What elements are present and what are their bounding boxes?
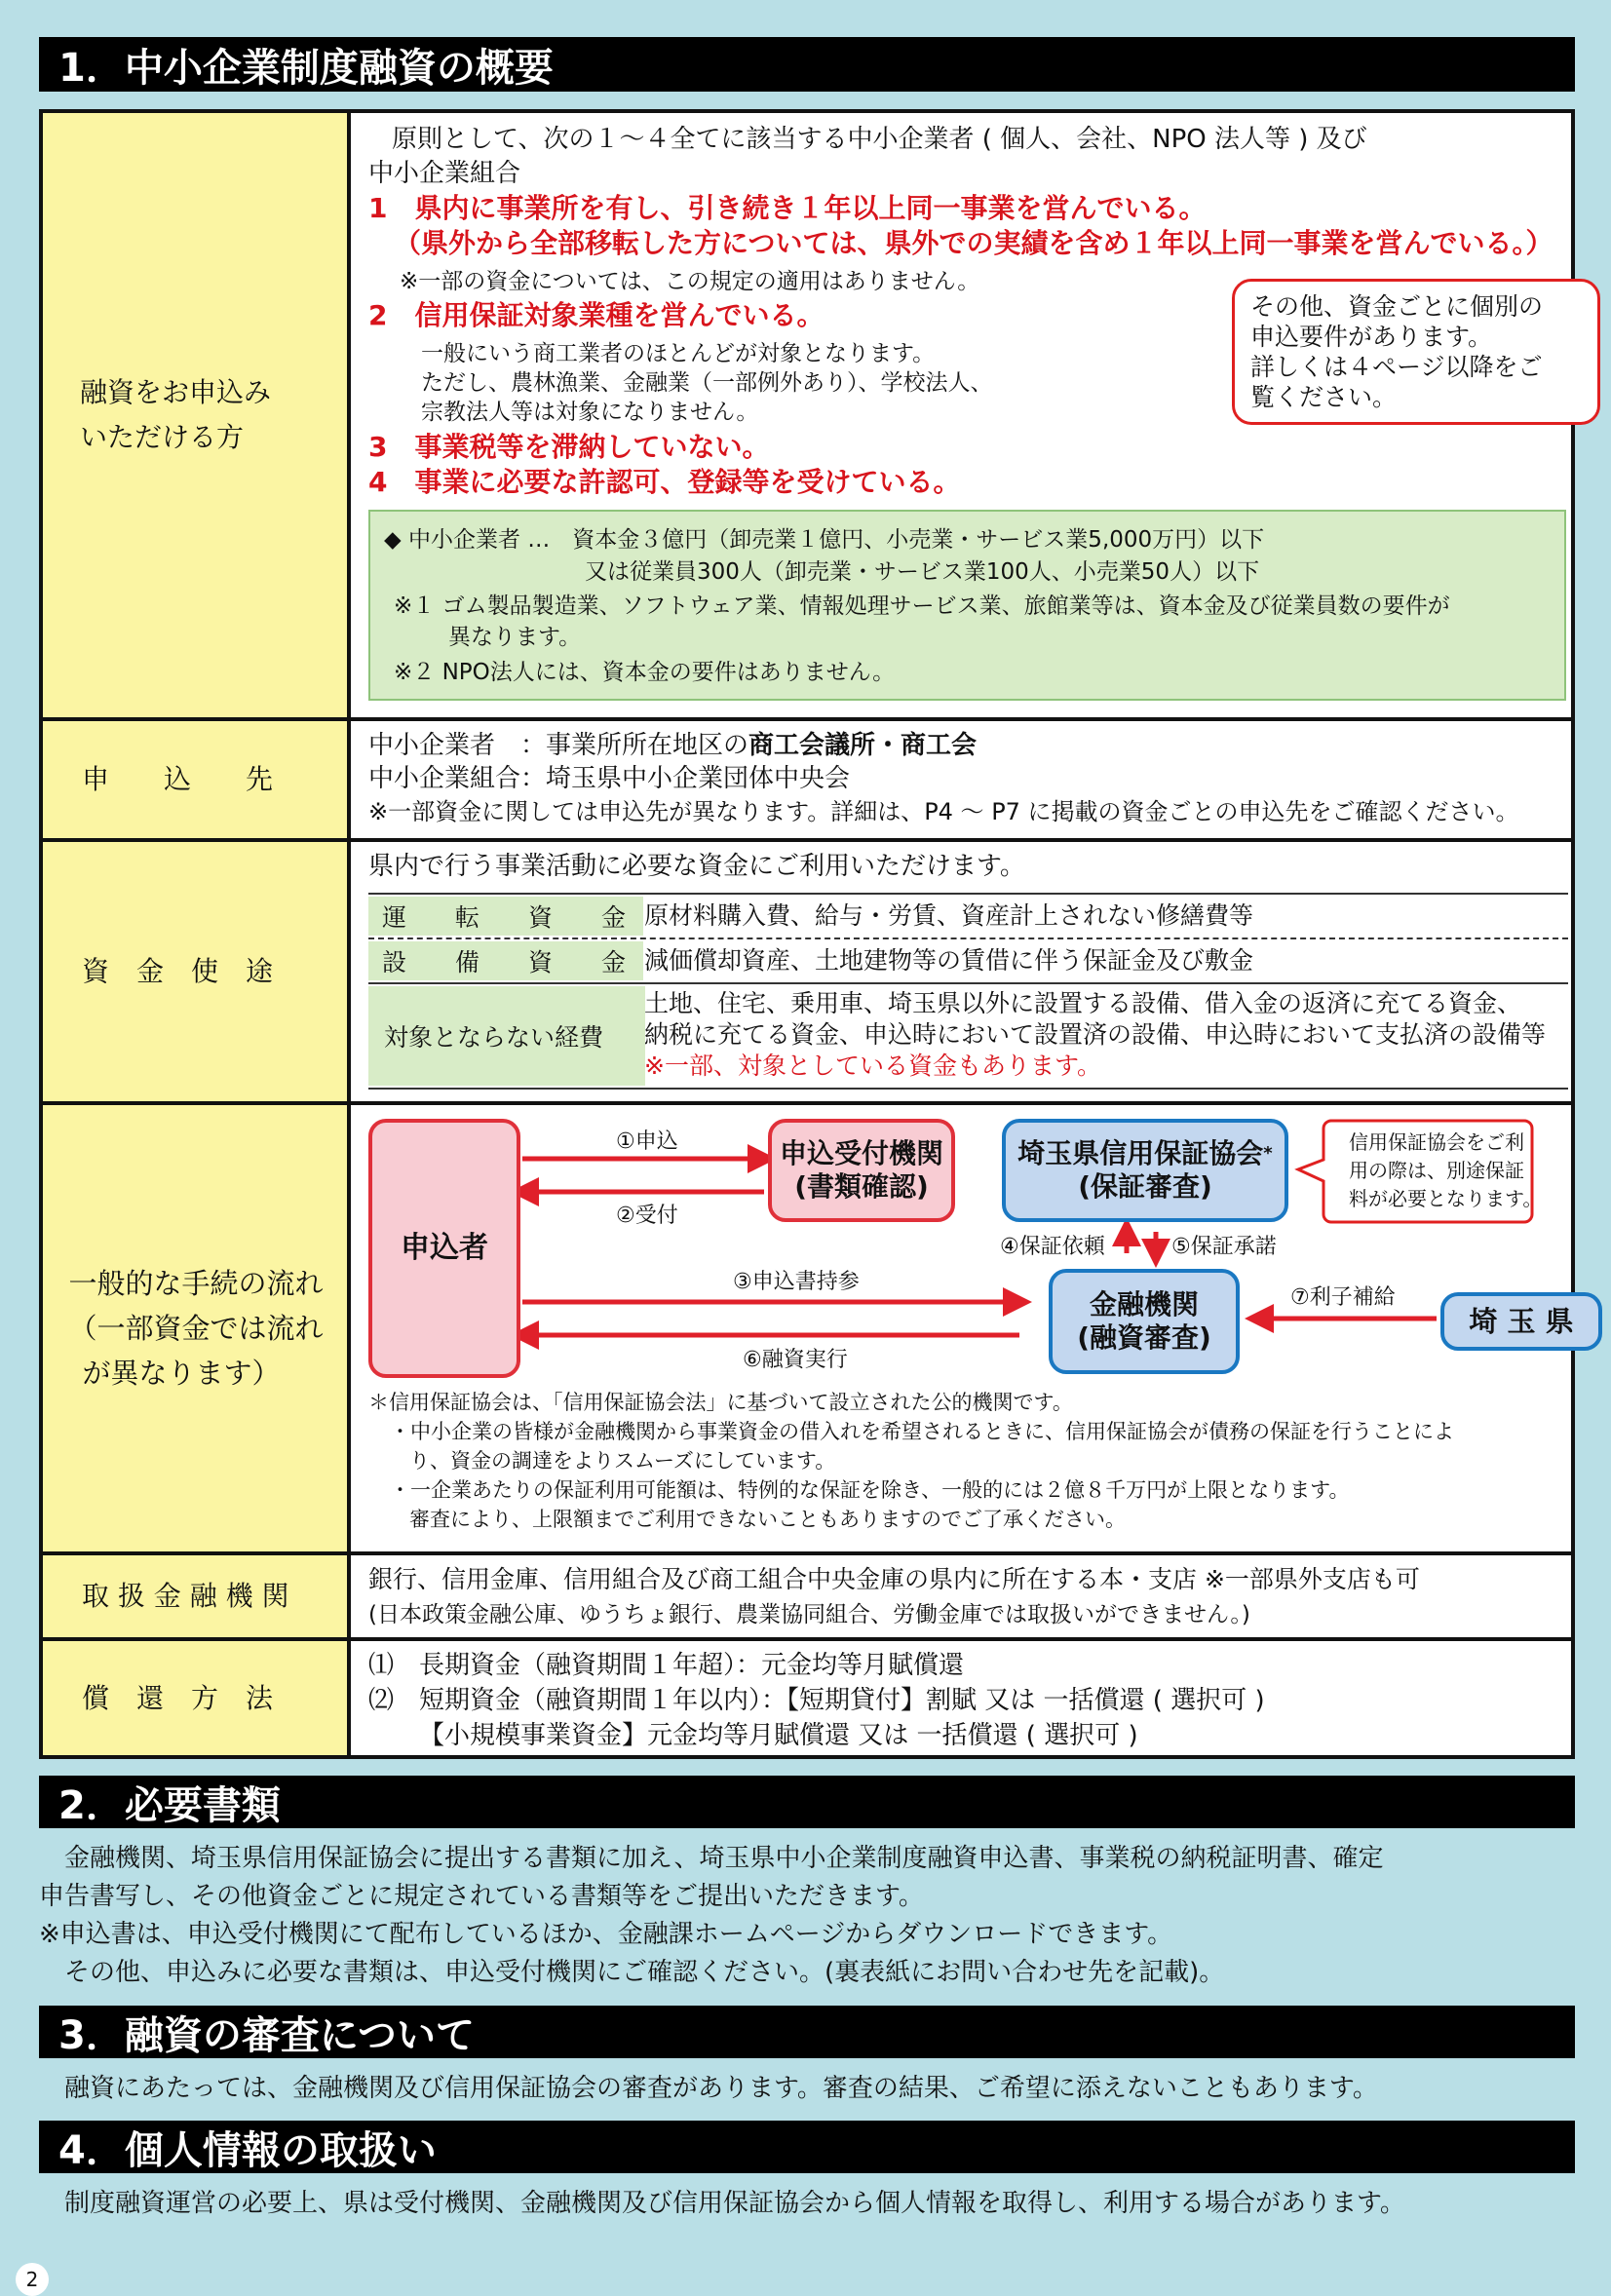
additional-requirements-callout (1232, 279, 1600, 425)
privacy-text: 制度融資運営の必要上、県は受付機関、金融機関及び信用保証協会から個人情報を取得し、利用する場合があります。 (39, 2189, 1405, 2218)
callout-line: 申込要件があります。 (1250, 323, 1493, 351)
usage-item-equipment (368, 941, 1568, 980)
definition-note: 異なります。 (448, 625, 582, 650)
repayment-small: 【小規模事業資金】元金均等月賦償還 又は 一括償還 ( 選択可 ) (419, 1721, 1138, 1750)
callout-line: その他、資金ごとに個別の (1250, 292, 1544, 321)
destination-sme: 中小企業者 ：事業所所在地区の商工会議所・商工会 (368, 731, 978, 760)
usage-text: 減価償却資産、土地建物等の賃借に伴う保証金及び敷金 (644, 946, 1254, 975)
destination-union: 中小企業組合：埼玉県中小企業団体中央会 (368, 764, 851, 793)
row-header: 資 金 使 途 (43, 842, 351, 1101)
condition-2-note: 一般にいう商工業者のほとんどが対象となります。 (421, 341, 936, 366)
page-number: 2 (16, 2263, 49, 2296)
definition-note: ※１ ゴム製品製造業、ソフトウェア業、情報処理サービス業、旅館業等は、資本金及び従業員数の要件が (394, 593, 1450, 619)
guarantee-fee-text: 用の際は、別途保証 (1349, 1159, 1524, 1182)
required-documents-text: 金融機関、埼玉県信用保証協会に提出する書類に加え、埼玉県中小企業制度融資申込書、事業税の納税証明書、確定 申告書写し、その他資金ごとに規定されている書類等をご提出いただきます。 ※申込書は、申込受付機関にて配布しているほか、金融課ホームページからダウンロードできます。 その他、申込みに必要な書類は、申込受付機関にご確認ください。(裏表紙にお問い合わせ先を記載)。 (39, 1844, 1384, 1987)
guarantee-fee-text: 信用保証協会をご利 (1349, 1130, 1524, 1154)
row-body (355, 1641, 1571, 1755)
flow-note: り、資金の調達をよりスムーズにしています。 (409, 1449, 836, 1473)
overview-table (39, 109, 1575, 1759)
prefecture-box: 埼 玉 県 (1440, 1292, 1602, 1351)
sme-definition-box (368, 510, 1566, 701)
definition-line: ◆ 中小企業者 … 資本金３億円（卸売業１億円、小売業・サービス業5,000万円）以下 (384, 527, 1265, 553)
flow-note: ・中小企業の皆様が金融機関から事業資金の借入れを希望されるときに、信用保証協会が債務の保証を行うことによ (390, 1420, 1454, 1443)
institutions-note: (日本政策金融公庫、ゆうちょ銀行、農業協同組合、労働金庫では取扱いができません。) (368, 1602, 1250, 1627)
step-4-label: ④保証依頼 (1000, 1235, 1105, 1259)
flow-note: ＊信用保証協会は、「信用保証協会法」に基づいて設立された公的機関です。 (368, 1391, 1073, 1414)
row-repayment (43, 1641, 1571, 1755)
row-body (355, 842, 1571, 1101)
bank-box: 金融機関 (融資審査) (1049, 1269, 1240, 1374)
condition-1-note: （県外から全部移転した方については、県外での実績を含め１年以上同一事業を営んでいる。） (394, 227, 1553, 259)
definition-note: ※２ NPO法人には、資本金の要件はありません。 (394, 660, 896, 685)
section-2-heading: 2．必要書類 (39, 1776, 1575, 1828)
step-5-label: ⑤保証承諾 (1171, 1235, 1277, 1259)
step-3-label: ③申込書持参 (733, 1270, 860, 1294)
usage-label: 設 備 資 金 (368, 941, 643, 980)
row-application-destination (43, 721, 1571, 842)
usage-text: 土地、住宅、乗用車、埼玉県以外に設置する設備、借入金の返済に充てる資金、 (644, 989, 1522, 1017)
intro-text: 原則として、次の１～４全てに該当する中小企業者 ( 個人、会社、NPO 法人等 ) 及び (392, 125, 1367, 154)
header-line: が異なります） (82, 1357, 281, 1390)
intro-text: 中小企業組合 (368, 159, 521, 188)
flow-note: ・一企業あたりの保証利用可能額は、特例的な保証を除き、一般的には２億８千万円が上限となります。 (390, 1478, 1350, 1502)
condition-3: 3 事業税等を滞納していない。 (368, 431, 770, 463)
row-body (355, 721, 1571, 838)
condition-2: 2 信用保証対象業種を営んでいる。 (368, 299, 825, 331)
usage-note: ※一部、対象としている資金もあります。 (644, 1052, 1101, 1080)
usage-intro: 県内で行う事業活動に必要な資金にご利用いただけます。 (368, 852, 1025, 881)
applicant-box: 申込者 (368, 1119, 520, 1378)
row-body (355, 113, 1571, 717)
usage-item-operating (368, 897, 1568, 936)
usage-text: 原材料購入費、給与・労賃、資産計上されない修繕費等 (644, 901, 1254, 930)
section-4-heading: 4．個人情報の取扱い (39, 2121, 1575, 2173)
header-line: （一部資金では流れ (68, 1312, 324, 1345)
callout-line: 覧ください。 (1250, 383, 1398, 411)
condition-2-note: ただし、農林漁業、金融業（一部例外あり）、学校法人、 (421, 370, 993, 396)
row-header: 取 扱 金 融 機 関 (43, 1555, 351, 1637)
usage-text: 納税に充てる資金、申込時において設置済の設備、申込時において支払済の設備等 (644, 1020, 1547, 1049)
row-header: 償 還 方 法 (43, 1641, 351, 1755)
row-header (43, 113, 351, 717)
flow-note: 審査により、上限額までご利用できないこともありますのでご了承ください。 (409, 1508, 1126, 1531)
row-financial-institutions (43, 1555, 1571, 1641)
destination-note: ※一部資金に関しては申込先が異なります。詳細は、P4 ～ P7 に掲載の資金ごとの申込先をご確認ください。 (368, 798, 1519, 825)
guarantee-corp-box: 埼玉県信用保証協会* (保証審査) (1002, 1119, 1288, 1222)
row-header: 申 込 先 (43, 721, 351, 838)
header-line: いただける方 (80, 421, 245, 453)
step-7-label: ⑦利子補給 (1290, 1285, 1396, 1310)
condition-2-note: 宗教法人等は対象になりません。 (421, 400, 759, 425)
step-2-label: ②受付 (616, 1204, 678, 1228)
row-header (43, 1105, 351, 1551)
guarantee-fee-text: 料が必要となります。 (1349, 1187, 1543, 1210)
screening-text: 融資にあたっては、金融機関及び信用保証協会の審査があります。審査の結果、ご希望に添えないこともあります。 (39, 2074, 1378, 2103)
repayment-short: ⑵ 短期資金（融資期間１年以内）：【短期貸付】割賦 又は 一括償還 ( 選択可 ) (368, 1686, 1265, 1715)
header-line: 融資をお申込み (80, 376, 272, 408)
header-line: 一般的な手続の流れ (68, 1267, 324, 1300)
condition-1-remark: ※一部の資金については、この規定の適用はありません。 (400, 269, 980, 294)
section-1-heading: 1．中小企業制度融資の概要 (39, 37, 1575, 92)
usage-item-excluded (368, 986, 1568, 1086)
condition-4: 4 事業に必要な許認可、登録等を受けている。 (368, 466, 961, 498)
row-body (355, 1555, 1571, 1637)
step-1-label: ①申込 (616, 1129, 678, 1154)
institutions-text: 銀行、信用金庫、信用組合及び商工組合中央金庫の県内に所在する本・支店 ※一部県外支店も可 (368, 1565, 1420, 1593)
step-6-label: ⑥融資実行 (743, 1348, 848, 1372)
row-fund-usage (43, 842, 1571, 1105)
row-eligible-applicants (43, 113, 1571, 721)
row-body (355, 1105, 1574, 1551)
definition-line: 又は従業員300人（卸売業・サービス業100人、小売業50人）以下 (585, 559, 1260, 585)
reception-box: 申込受付機関 (書類確認) (768, 1119, 955, 1222)
condition-1: 1 県内に事業所を有し、引き続き１年以上同一事業を営んでいる。 (368, 192, 1207, 224)
callout-line: 詳しくは４ページ以降をご (1250, 353, 1543, 381)
repayment-long: ⑴ 長期資金（融資期間１年超）：元金均等月賦償還 (368, 1651, 965, 1680)
section-3-heading: 3．融資の審査について (39, 2006, 1575, 2058)
usage-label: 対象とならない経費 (368, 986, 645, 1086)
row-procedure-flow (43, 1105, 1574, 1555)
usage-label: 運 転 資 金 (368, 897, 643, 936)
